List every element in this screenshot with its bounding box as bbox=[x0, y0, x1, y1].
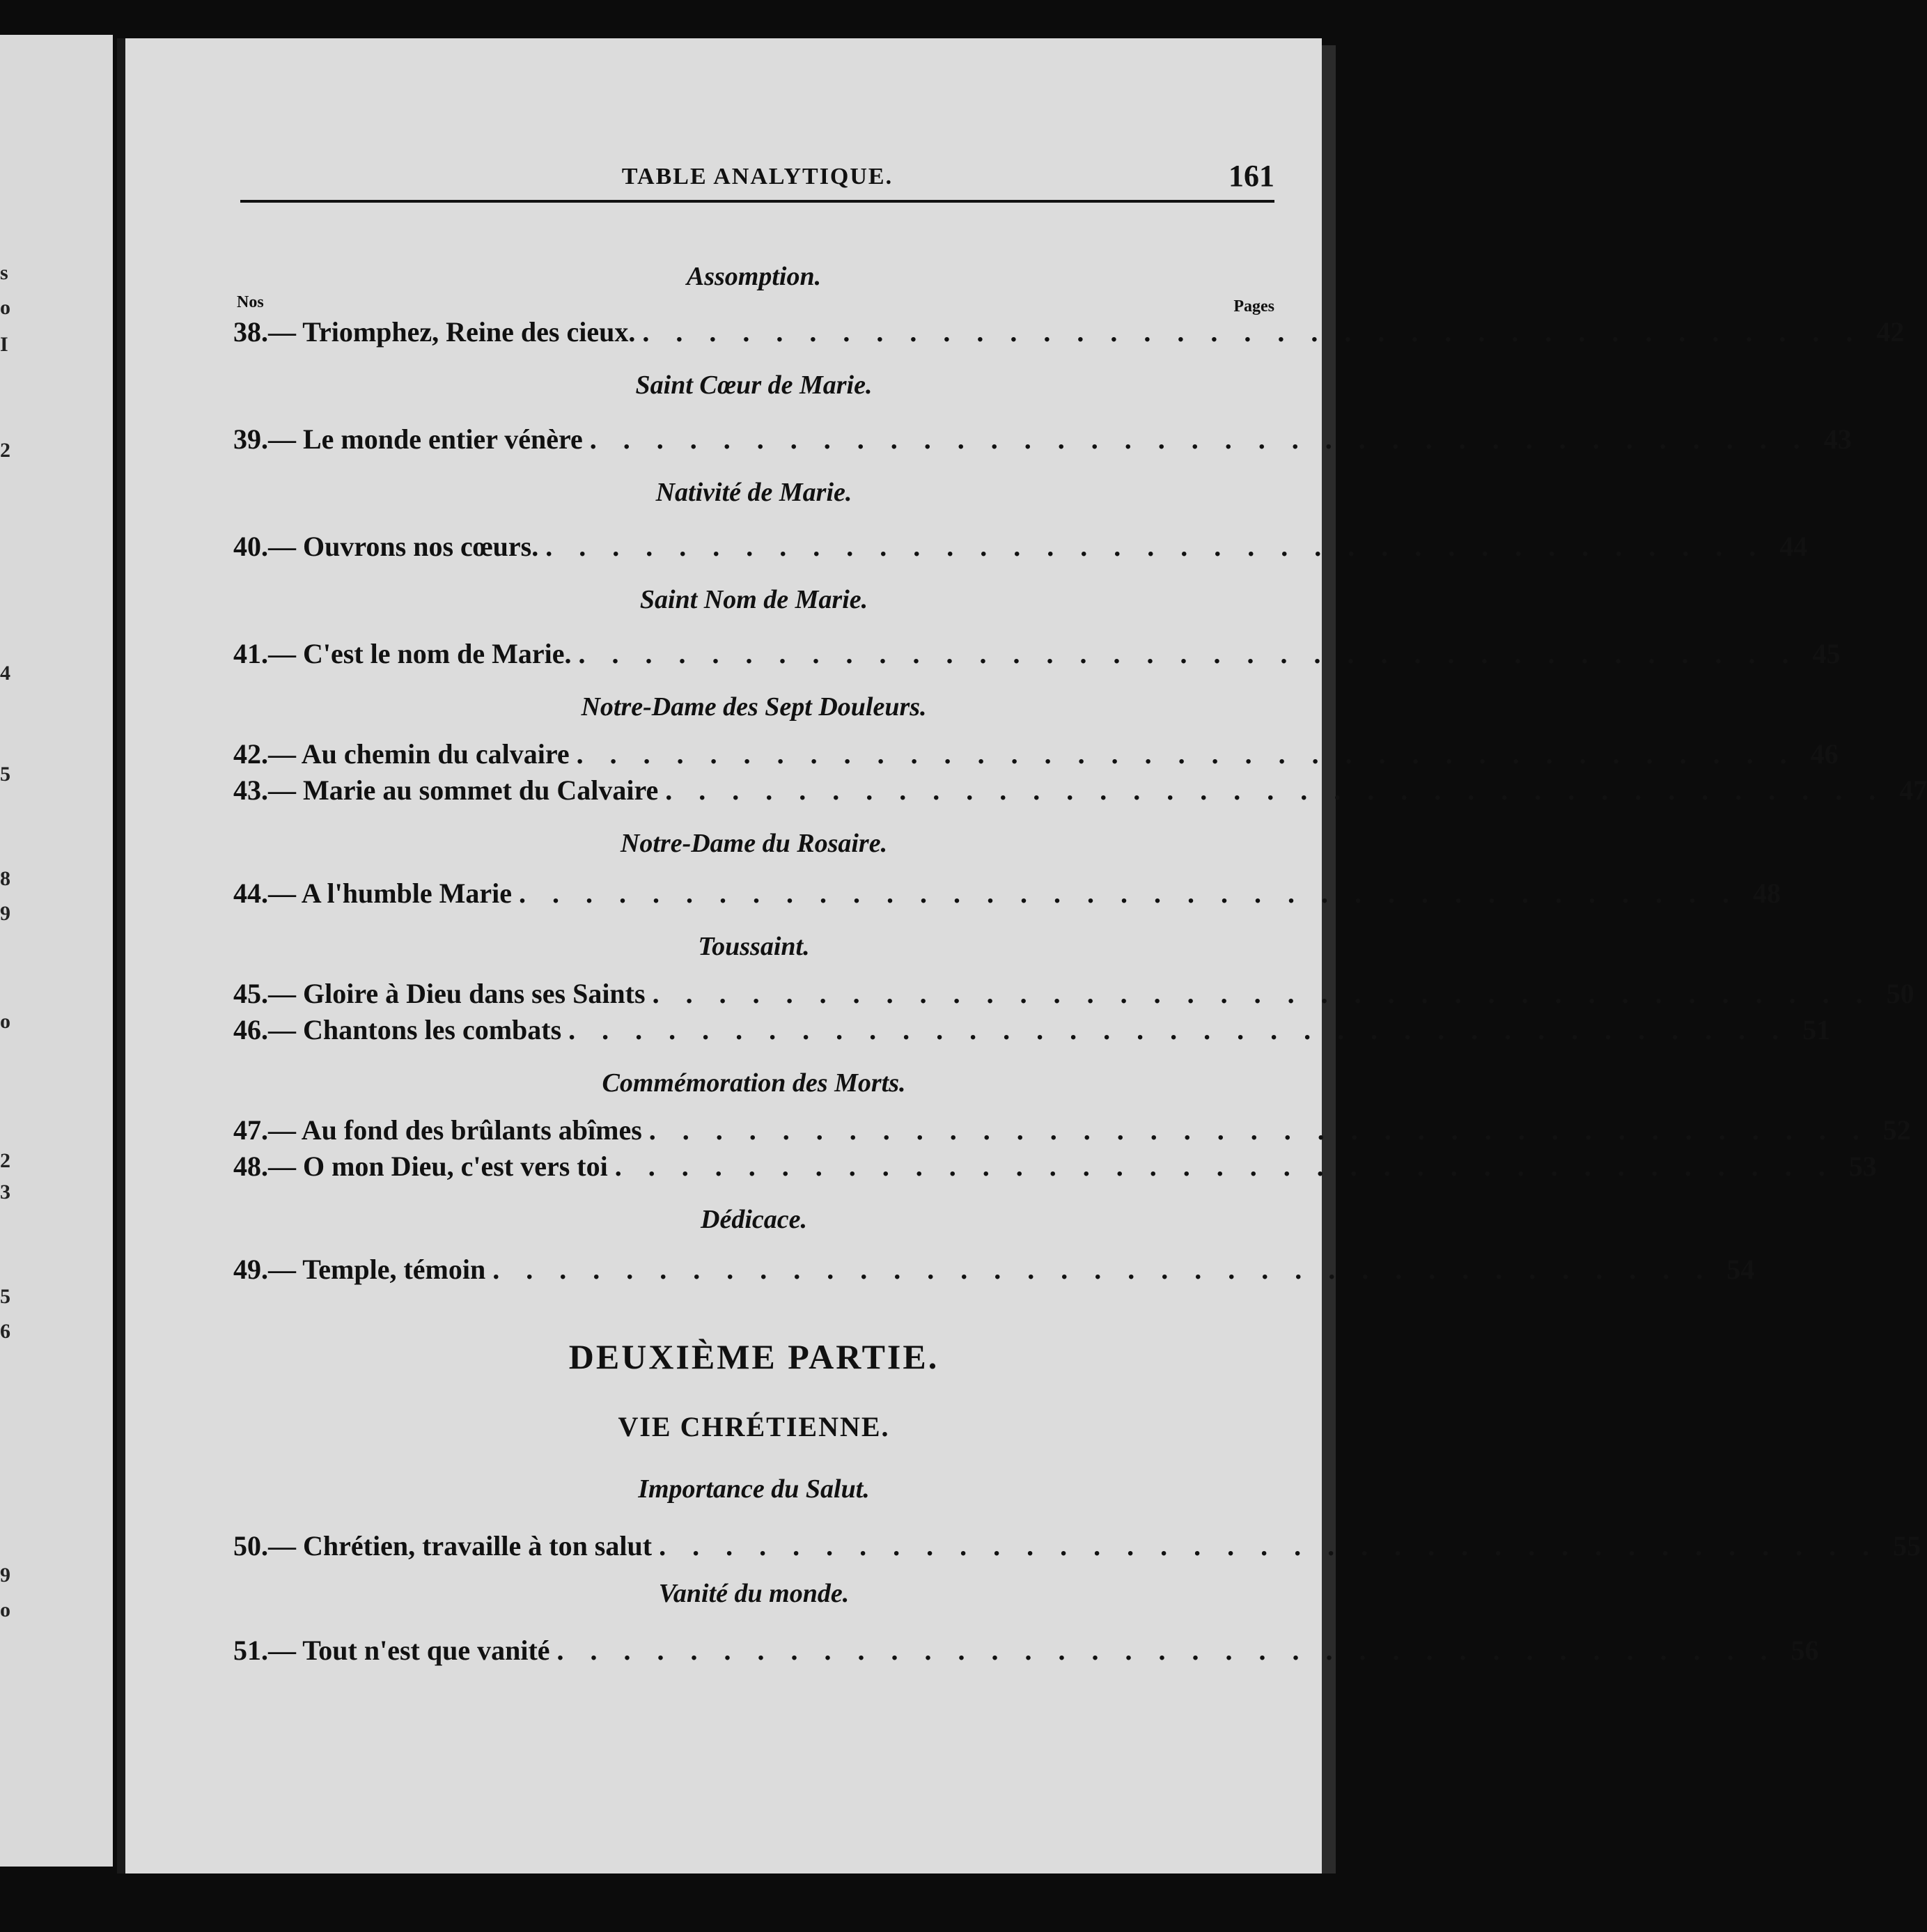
entry-title: — Tout n'est que vanité bbox=[268, 1635, 550, 1666]
entry-number: 47. bbox=[233, 1114, 268, 1146]
page-number: 161 bbox=[1228, 159, 1274, 193]
entry-title: — O mon Dieu, c'est vers toi bbox=[268, 1151, 608, 1182]
entry-number: 41. bbox=[233, 638, 268, 669]
entry-title: — C'est le nom de Marie. bbox=[268, 638, 572, 669]
leader-dots: . . . . . . . . . . . . . . . . . . . . . . . . . . . . . . . . . . . . . bbox=[556, 1635, 1777, 1666]
entry-title: — Chantons les combats bbox=[268, 1014, 562, 1045]
toc-section bbox=[233, 1068, 1911, 1185]
entry-number: 43. bbox=[233, 774, 268, 806]
entry-title: — Gloire à Dieu dans ses Saints bbox=[268, 978, 646, 1009]
entry-number: 50. bbox=[233, 1530, 268, 1561]
leader-dots: . . . . . . . . . . . . . . . . . . . . . . . . . . . . . . . . . . . . . bbox=[578, 638, 1799, 669]
section-title: Toussaint. bbox=[698, 932, 810, 961]
column-header-pages: Pages bbox=[1233, 297, 1274, 315]
entry-number: 45. bbox=[233, 978, 268, 1009]
entry-title: — Triomphez, Reine des cieux. bbox=[268, 316, 636, 348]
entry-page: 45 bbox=[1812, 638, 1841, 669]
leader-dots: . . . . . . . . . . . . . . . . . . . . . . . . . . . . . . . . . . . . . bbox=[589, 423, 1810, 455]
entry-page: 42 bbox=[1876, 316, 1905, 348]
entry-title: — Temple, témoin bbox=[268, 1254, 486, 1285]
section-title: Notre-Dame des Sept Douleurs. bbox=[581, 692, 927, 722]
leader-dots: . . . . . . . . . . . . . . . . . . . . . . . . . . . . . . . . . . . . . bbox=[545, 531, 1766, 562]
book-page bbox=[125, 38, 1927, 1873]
section-title: Nativité de Marie. bbox=[655, 478, 852, 507]
entry-page: 44 bbox=[1779, 531, 1808, 562]
entry-title: — Au chemin du calvaire bbox=[268, 738, 570, 770]
entry-number: 46. bbox=[233, 1014, 268, 1045]
leader-dots: . . . . . . . . . . . . . . . . . . . . . . . . . . . . . . . . . . . . . bbox=[659, 1530, 1880, 1561]
margin-fragment: 9 bbox=[0, 1564, 10, 1587]
section-title: Saint Cœur de Marie. bbox=[635, 371, 873, 400]
entry-number: 39. bbox=[233, 423, 268, 455]
toc-entry bbox=[233, 529, 1808, 565]
part-subtitle: VIE CHRÉTIENNE. bbox=[618, 1411, 890, 1442]
section-title: Importance du Salut. bbox=[638, 1474, 870, 1504]
margin-fragment: 2 bbox=[0, 1149, 10, 1172]
margin-fragment: 5 bbox=[0, 763, 10, 786]
part-heading bbox=[233, 1337, 1274, 1443]
toc-entry bbox=[233, 1252, 1755, 1288]
toc-section bbox=[233, 828, 1781, 912]
entry-title: — Le monde entier vénère bbox=[268, 423, 583, 455]
toc-entry bbox=[233, 314, 1905, 350]
entry-number: 48. bbox=[233, 1151, 268, 1182]
margin-fragment: o bbox=[0, 1010, 10, 1033]
column-header-numbers: Nos bbox=[237, 293, 264, 311]
part-title: DEUXIÈME PARTIE. bbox=[568, 1337, 939, 1376]
entry-page: 56 bbox=[1791, 1635, 1819, 1666]
section-title: Saint Nom de Marie. bbox=[639, 585, 868, 614]
entry-title: — Au fond des brûlants abîmes bbox=[268, 1114, 642, 1146]
margin-fragment: 3 bbox=[0, 1181, 10, 1203]
toc-entry bbox=[233, 1148, 1877, 1185]
toc-entry bbox=[233, 1528, 1921, 1564]
entry-number: 44. bbox=[233, 878, 268, 909]
entry-page: 53 bbox=[1848, 1151, 1877, 1182]
entry-title: — Ouvrons nos cœurs. bbox=[268, 531, 539, 562]
margin-fragment: 5 bbox=[0, 1285, 10, 1308]
previous-page-edge bbox=[0, 35, 113, 1867]
entry-page: 50 bbox=[1886, 978, 1914, 1009]
entry-page: 47 bbox=[1899, 774, 1927, 806]
toc-section bbox=[233, 1578, 1819, 1669]
leader-dots: . . . . . . . . . . . . . . . . . . . . . . . . . . . . . . . . . . . . . bbox=[648, 1114, 1869, 1146]
toc-entry bbox=[233, 1112, 1911, 1148]
toc-section bbox=[233, 477, 1808, 565]
margin-fragment: I bbox=[0, 333, 8, 356]
previous-page-margin-text bbox=[0, 35, 21, 1867]
margin-fragment: s bbox=[0, 261, 8, 284]
toc-entry bbox=[233, 875, 1781, 912]
margin-fragment: 2 bbox=[0, 439, 10, 462]
toc-entry bbox=[233, 736, 1839, 772]
toc-entry bbox=[233, 636, 1841, 672]
table-of-contents bbox=[233, 233, 1927, 1669]
toc-entry bbox=[233, 1012, 1831, 1048]
entry-title: — A l'humble Marie bbox=[268, 878, 512, 909]
leader-dots: . . . . . . . . . . . . . . . . . . . . . . . . . . . . . . . . . . . . . bbox=[576, 738, 1797, 770]
entry-number: 42. bbox=[233, 738, 268, 770]
header-title: TABLE ANALYTIQUE. bbox=[621, 164, 894, 189]
section-title: Vanité du monde. bbox=[658, 1579, 850, 1608]
entry-number: 38. bbox=[233, 316, 268, 348]
toc-section bbox=[233, 1474, 1921, 1564]
entry-title: — Chrétien, travaille à ton salut bbox=[268, 1530, 653, 1561]
toc-section bbox=[233, 931, 1914, 1048]
running-header bbox=[240, 137, 1274, 203]
margin-fragment: o bbox=[0, 296, 10, 319]
entry-page: 46 bbox=[1810, 738, 1839, 770]
leader-dots: . . . . . . . . . . . . . . . . . . . . . . . . . . . . . . . . . . . . . bbox=[642, 316, 1863, 348]
entry-page: 55 bbox=[1893, 1530, 1921, 1561]
entry-number: 49. bbox=[233, 1254, 268, 1285]
margin-fragment: 8 bbox=[0, 867, 10, 890]
entry-page: 43 bbox=[1823, 423, 1852, 455]
toc-entry bbox=[233, 1633, 1819, 1669]
leader-dots: . . . . . . . . . . . . . . . . . . . . . . . . . . . . . . . . . . . . . bbox=[665, 774, 1886, 806]
toc-entry bbox=[233, 772, 1927, 809]
entry-page: 52 bbox=[1882, 1114, 1911, 1146]
column-headers bbox=[233, 286, 1274, 314]
toc-section bbox=[233, 261, 1905, 350]
margin-fragment: 6 bbox=[0, 1320, 10, 1343]
margin-fragment: 9 bbox=[0, 902, 10, 925]
leader-dots: . . . . . . . . . . . . . . . . . . . . . . . . . . . . . . . . . . . . . bbox=[614, 1151, 1835, 1182]
toc-entry bbox=[233, 976, 1914, 1012]
toc-section bbox=[233, 584, 1841, 672]
section-title: Assomption. bbox=[686, 262, 822, 291]
entry-title: — Marie au sommet du Calvaire bbox=[268, 774, 659, 806]
leader-dots: . . . . . . . . . . . . . . . . . . . . . . . . . . . . . . . . . . . . . bbox=[492, 1254, 1713, 1285]
section-title: Dédicace. bbox=[701, 1205, 807, 1234]
entry-page: 48 bbox=[1753, 878, 1781, 909]
entry-number: 51. bbox=[233, 1635, 268, 1666]
section-title: Commémoration des Morts. bbox=[602, 1068, 906, 1098]
toc-entry bbox=[233, 421, 1852, 458]
entry-page: 51 bbox=[1802, 1014, 1831, 1045]
entry-page: 54 bbox=[1726, 1254, 1755, 1285]
margin-fragment: o bbox=[0, 1598, 10, 1621]
toc-section bbox=[233, 370, 1852, 458]
leader-dots: . . . . . . . . . . . . . . . . . . . . . . . . . . . . . . . . . . . . . bbox=[652, 978, 1873, 1009]
leader-dots: . . . . . . . . . . . . . . . . . . . . . . . . . . . . . . . . . . . . . bbox=[568, 1014, 1789, 1045]
margin-fragment: 4 bbox=[0, 662, 10, 685]
section-title: Notre-Dame du Rosaire. bbox=[620, 829, 888, 858]
toc-section bbox=[233, 692, 1927, 809]
entry-number: 40. bbox=[233, 531, 268, 562]
leader-dots: . . . . . . . . . . . . . . . . . . . . . . . . . . . . . . . . . . . . . bbox=[519, 878, 1739, 909]
toc-section bbox=[233, 1204, 1755, 1288]
